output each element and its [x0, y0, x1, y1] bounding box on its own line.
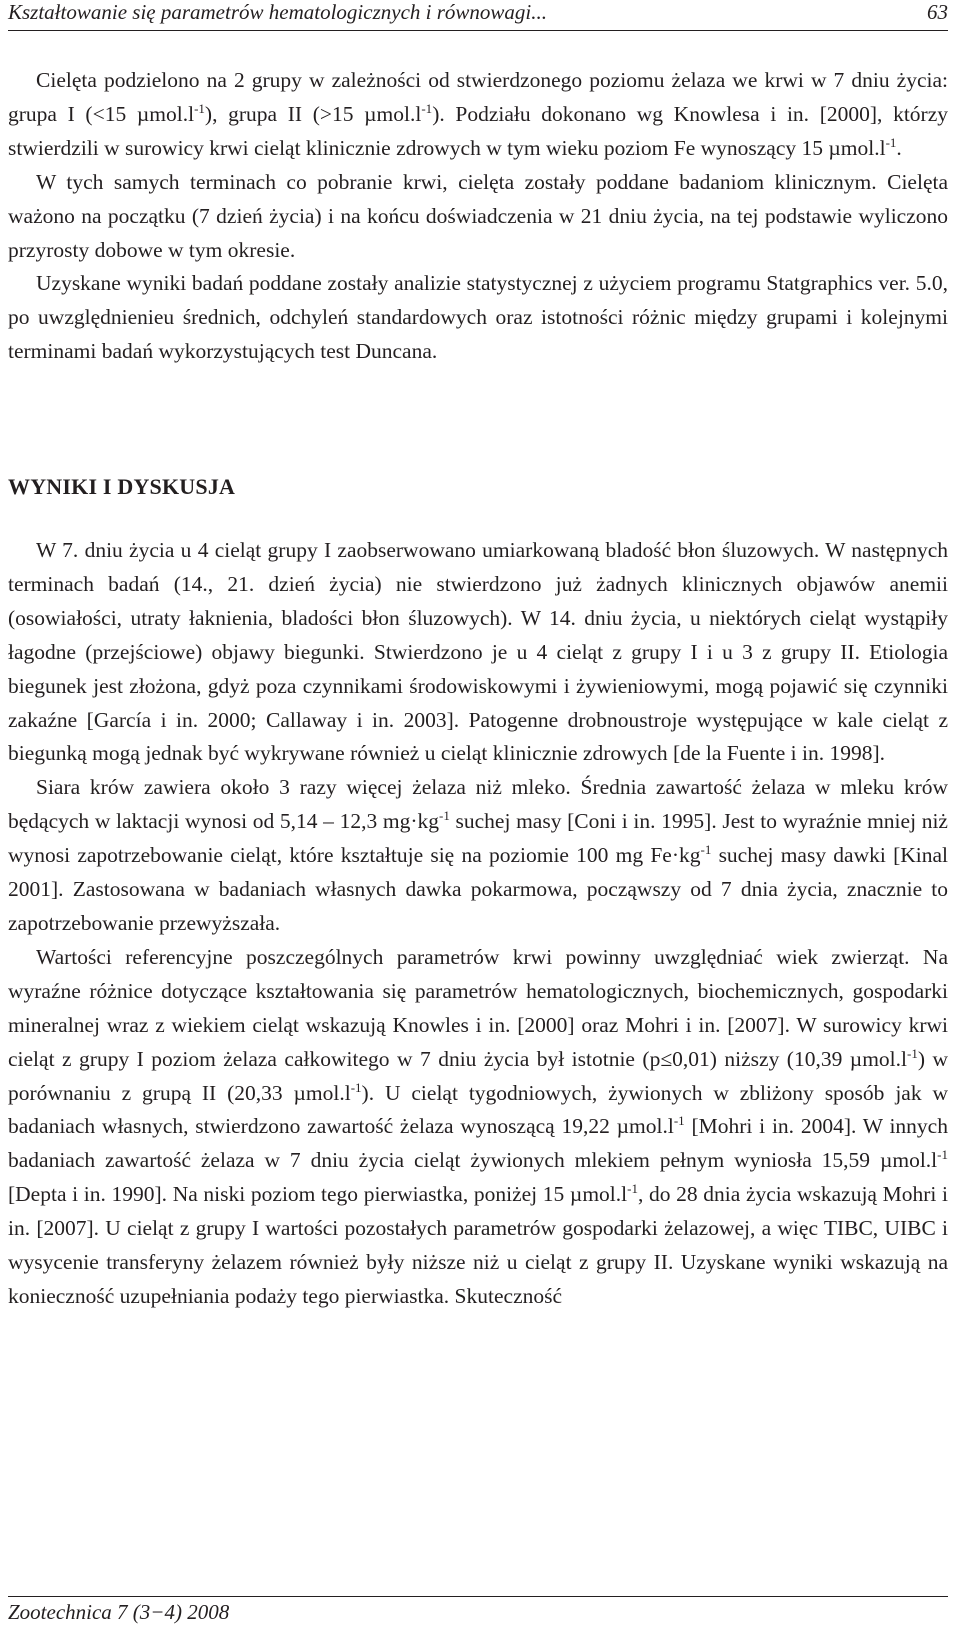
- running-header: [8, 0, 948, 30]
- running-title: Kształtowanie się parametrów hematologicznych i równowagi...: [8, 0, 547, 24]
- results-paragraph-3: Wartości referencyjne poszczególnych parametrów krwi powinny uwzględniać wiek zwierząt. Na wyraźne różnice dotyczące kształtowania się parametrów hematologicznych, biochemicznych, gospodarki mineralnej wraz z wiekiem cieląt wskazują Knowles i in. [2000] oraz Mohri i in. [2007]. W surowicy krwi cieląt z grupy I poziom żelaza całkowitego w 7 dniu życia był istotnie (p≤0,01) niższy (10,39 $\mu mol.l^{-1}$) w porównaniu z grupą II (20,33 $\mu mol.l^{-1}$). U cieląt tygodniowych, żywionych w zbliżony sposób jak w badaniach własnych, stwierdzono zawartość żelaza wynoszącą 19,22 $\mu mol.l^{-1}$ [Mohri i in. 2004]. W innych badaniach zawartość żelaza w 7 dniu życia cieląt żywionych mlekiem pełnym wyniosła 15,59 $\mu mol.l^{-1}$ [Depta i in. 1990]. Na niski poziom tego pierwiastka, poniżej 15 $\mu mol.l^{-1}$, do 28 dnia życia wskazują Mohri i in. [2007]. U cieląt z grupy I wartości pozostałych parametrów gospodarki żelazowej, a więc TIBC, UIBC i wysycenie transferyny żelazem również były niższe niż u cieląt z grupy II. Uzyskane wyniki wskazują na konieczność uzupełniania podaży tego pierwiastka. Skuteczność: [8, 944, 949, 1308]
- section-heading: WYNIKI I DYSKUSJA: [8, 474, 236, 499]
- results-paragraph-1: W 7. dniu życia u 4 cieląt grupy I zaobserwowano umiarkowaną bladość błon śluzowych. W następnych terminach badań (14., 21. dzień życia) nie stwierdzono już żadnych klinicznych objawów anemii (osowiałości, utraty łaknienia, bladości błon śluzowych). W 14. dniu życia, u niektórych cieląt wystąpiły łagodne (przejściowe) objawy biegunki. Stwierdzono je u 4 cieląt z grupy I i u 3 z grupy II. Etiologia biegunek jest złożona, gdyż poza czynnikami środowiskowymi i żywieniowymi, mogą pojawić się czynniki zakaźne [García i in. 2000; Callaway i in. 2003]. Patogenne drobnoustroje występujące w kale cieląt z biegunką mogą jednak być wykrywane również u cieląt klinicznie zdrowych [de la Fuente i in. 1998].: [8, 538, 948, 766]
- section-heading-wrap: [8, 474, 235, 500]
- methods-section: [8, 64, 948, 369]
- methods-paragraph-2: W tych samych terminach co pobranie krwi, cielęta zostały poddane badaniom klinicznym. Cielęta ważono na początku (7 dzień życia) i na końcu doświadczenia w 21 dniu życia, na tej podstawie wyliczono przyrosty dobowe w tym okresie.: [8, 169, 948, 262]
- footer-rule: [8, 1596, 948, 1597]
- journal-footer: Zootechnica 7 (3−4) 2008: [8, 1600, 230, 1624]
- page-number: 63: [927, 0, 948, 24]
- methods-paragraph-1: Cielęta podzielono na 2 grupy w zależności od stwierdzonego poziomu żelaza we krwi w 7 dniu życia: grupa I (<15 $\mu mol.l^{-1}$), grupa II (>15 $\mu mol.l^{-1}$). Podziału dokonano wg Knowlesa i in. [2000], którzy stwierdzili w surowicy krwi cieląt klinicznie zdrowych w tym wieku poziom Fe wynoszący 15 $\mu mol.l^{-1}$.: [8, 68, 948, 160]
- methods-paragraph-3: Uzyskane wyniki badań poddane zostały analizie statystycznej z użyciem programu Statgraphics ver. 5.0, po uwzględnienieu średnich, odchyleń standardowych oraz istotności różnic między grupami i kolejnymi terminami badań wykorzystujących test Duncana.: [8, 271, 948, 364]
- header-rule: [8, 30, 948, 31]
- results-section: [8, 534, 948, 1314]
- results-paragraph-2: Siara krów zawiera około 3 razy więcej żelaza niż mleko. Średnia zawartość żelaza w mleku krów będących w laktacji wynosi od 5,14 – 12,3 $mg\cdot kg^{-1}$ suchej masy [Coni i in. 1995]. Jest to wyraźnie mniej niż wynosi zapotrzebowanie cieląt, które kształtuje się na poziomie 100 mg $Fe\cdot kg^{-1}$ suchej masy dawki [Kinal 2001]. Zastosowana w badaniach własnych dawka pokarmowa, począwszy od 7 dnia życia, znacznie to zapotrzebowanie przewyższała.: [8, 775, 948, 935]
